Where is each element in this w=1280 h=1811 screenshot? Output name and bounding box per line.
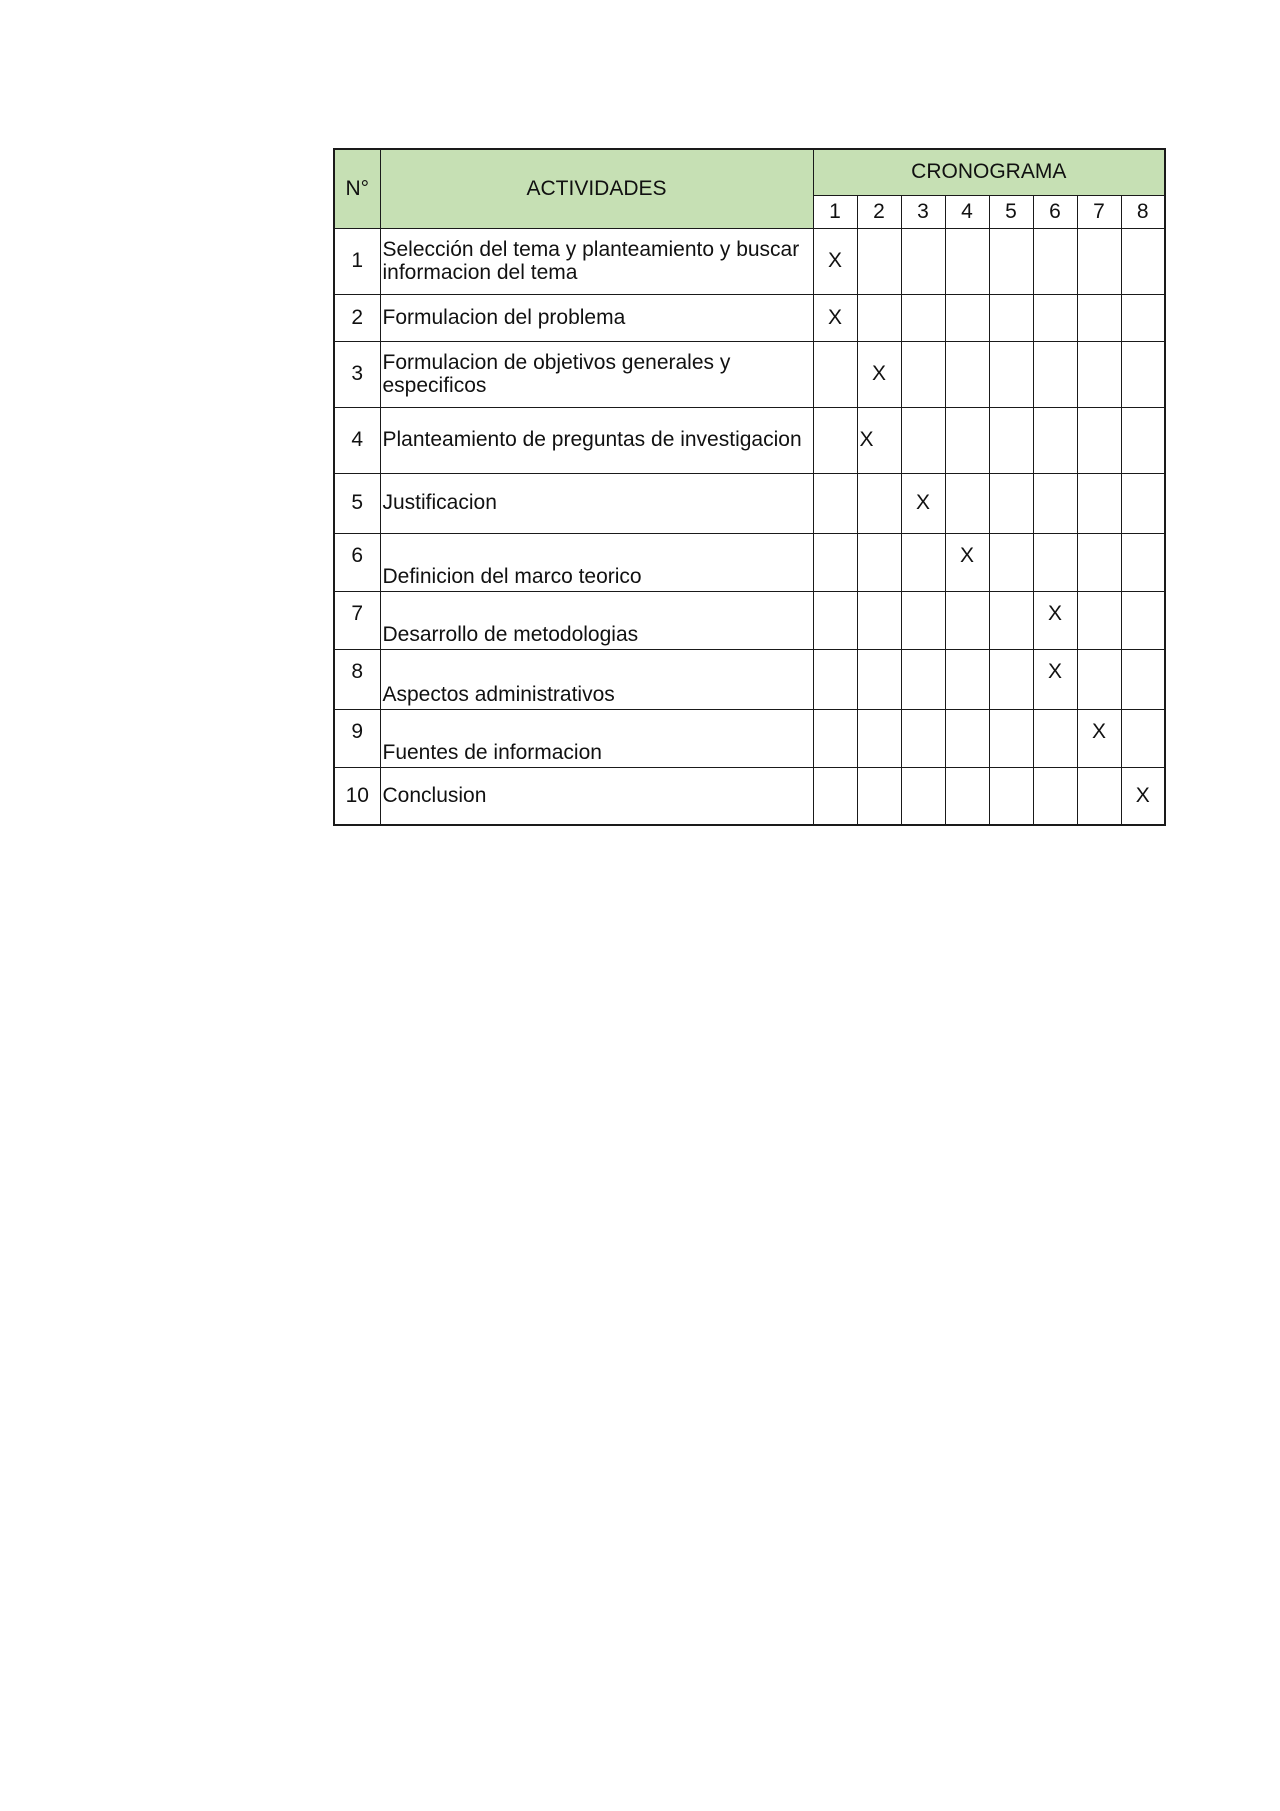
week-header: 5	[989, 195, 1033, 228]
schedule-cell	[989, 407, 1033, 473]
schedule-cell	[857, 767, 901, 825]
schedule-cell	[857, 473, 901, 533]
week-header: 8	[1121, 195, 1165, 228]
activity-cell: Formulacion de objetivos generales y especificos	[380, 341, 813, 407]
schedule-cell: X	[945, 533, 989, 591]
week-header: 6	[1033, 195, 1077, 228]
schedule-cell	[901, 341, 945, 407]
schedule-cell	[989, 341, 1033, 407]
schedule-cell	[1121, 473, 1165, 533]
week-header: 7	[1077, 195, 1121, 228]
schedule-cell	[1033, 407, 1077, 473]
table-row	[334, 533, 1165, 591]
schedule-cell	[1121, 294, 1165, 341]
activity-cell: Definicion del marco teorico	[380, 533, 813, 591]
schedule-cell	[813, 591, 857, 649]
table-row	[334, 294, 1165, 341]
schedule-cell	[813, 407, 857, 473]
table-row	[334, 649, 1165, 709]
schedule-cell	[1121, 407, 1165, 473]
table-row	[334, 709, 1165, 767]
row-number: 3	[334, 341, 380, 407]
schedule-cell	[945, 591, 989, 649]
row-number: 1	[334, 228, 380, 294]
activity-cell: Conclusion	[380, 767, 813, 825]
week-header: 4	[945, 195, 989, 228]
row-number: 2	[334, 294, 380, 341]
schedule-cell	[1077, 228, 1121, 294]
schedule-cell	[1033, 294, 1077, 341]
schedule-cell	[989, 767, 1033, 825]
schedule-cell	[813, 649, 857, 709]
schedule-cell	[813, 341, 857, 407]
schedule-cell	[989, 533, 1033, 591]
schedule-cell	[989, 294, 1033, 341]
schedule-cell	[901, 294, 945, 341]
schedule-cell	[945, 294, 989, 341]
schedule-table	[333, 148, 1166, 826]
week-header: 2	[857, 195, 901, 228]
schedule-cell	[989, 591, 1033, 649]
schedule-cell	[901, 591, 945, 649]
schedule-cell	[1077, 473, 1121, 533]
schedule-cell	[1121, 649, 1165, 709]
schedule-cell	[1077, 533, 1121, 591]
schedule-cell	[945, 228, 989, 294]
table-header	[334, 149, 1165, 228]
schedule-cell	[901, 709, 945, 767]
schedule-cell	[857, 533, 901, 591]
week-header: 3	[901, 195, 945, 228]
schedule-cell	[1121, 533, 1165, 591]
schedule-cell	[945, 649, 989, 709]
schedule-cell	[901, 228, 945, 294]
table-row	[334, 228, 1165, 294]
schedule-cell: X	[813, 294, 857, 341]
header-schedule: CRONOGRAMA	[813, 149, 1165, 195]
header-number: N°	[334, 149, 380, 228]
schedule-cell	[857, 294, 901, 341]
schedule-cell	[1033, 767, 1077, 825]
schedule-cell	[1077, 341, 1121, 407]
activity-cell: Desarrollo de metodologias	[380, 591, 813, 649]
schedule-cell: X	[1033, 591, 1077, 649]
schedule-cell	[813, 533, 857, 591]
schedule-cell	[901, 533, 945, 591]
table-row	[334, 473, 1165, 533]
schedule-cell	[813, 473, 857, 533]
header-activities: ACTIVIDADES	[380, 149, 813, 228]
row-number: 6	[334, 533, 380, 591]
schedule-cell	[1121, 591, 1165, 649]
schedule-cell: X	[901, 473, 945, 533]
schedule-cell	[901, 767, 945, 825]
activity-cell: Justificacion	[380, 473, 813, 533]
schedule-cell	[857, 591, 901, 649]
schedule-cell	[989, 228, 1033, 294]
schedule-cell	[1033, 341, 1077, 407]
schedule-cell	[1077, 649, 1121, 709]
schedule-cell	[945, 709, 989, 767]
schedule-cell	[1077, 767, 1121, 825]
row-number: 4	[334, 407, 380, 473]
schedule-cell: X	[813, 228, 857, 294]
schedule-cell	[1121, 709, 1165, 767]
schedule-cell	[1077, 294, 1121, 341]
schedule-cell: X	[1077, 709, 1121, 767]
schedule-cell	[901, 407, 945, 473]
schedule-cell	[813, 709, 857, 767]
schedule-cell	[813, 767, 857, 825]
activity-cell: Formulacion del problema	[380, 294, 813, 341]
schedule-cell: X	[857, 341, 901, 407]
schedule-cell	[1121, 228, 1165, 294]
row-number: 9	[334, 709, 380, 767]
schedule-cell: X	[1121, 767, 1165, 825]
table-row	[334, 341, 1165, 407]
row-number: 10	[334, 767, 380, 825]
table-row	[334, 407, 1165, 473]
schedule-cell	[945, 767, 989, 825]
schedule-cell	[945, 341, 989, 407]
activity-cell: Selección del tema y planteamiento y buscar informacion del tema	[380, 228, 813, 294]
table-row	[334, 767, 1165, 825]
schedule-cell	[1033, 228, 1077, 294]
schedule-cell: X	[857, 407, 901, 473]
row-number: 7	[334, 591, 380, 649]
schedule-cell	[945, 473, 989, 533]
schedule-cell	[989, 709, 1033, 767]
schedule-cell	[945, 407, 989, 473]
schedule-cell	[857, 228, 901, 294]
row-number: 8	[334, 649, 380, 709]
schedule-cell	[901, 649, 945, 709]
table-row	[334, 591, 1165, 649]
table-body	[334, 228, 1165, 825]
activity-cell: Fuentes de informacion	[380, 709, 813, 767]
schedule-cell	[1033, 709, 1077, 767]
schedule-cell	[989, 649, 1033, 709]
schedule-cell	[857, 709, 901, 767]
schedule-cell	[1077, 591, 1121, 649]
schedule-cell	[1077, 407, 1121, 473]
activity-cell: Aspectos administrativos	[380, 649, 813, 709]
week-header: 1	[813, 195, 857, 228]
schedule-cell: X	[1033, 649, 1077, 709]
schedule-cell	[857, 649, 901, 709]
activity-cell: Planteamiento de preguntas de investigacion	[380, 407, 813, 473]
schedule-cell	[1121, 341, 1165, 407]
schedule-cell	[1033, 533, 1077, 591]
row-number: 5	[334, 473, 380, 533]
schedule-cell	[1033, 473, 1077, 533]
schedule-cell	[989, 473, 1033, 533]
